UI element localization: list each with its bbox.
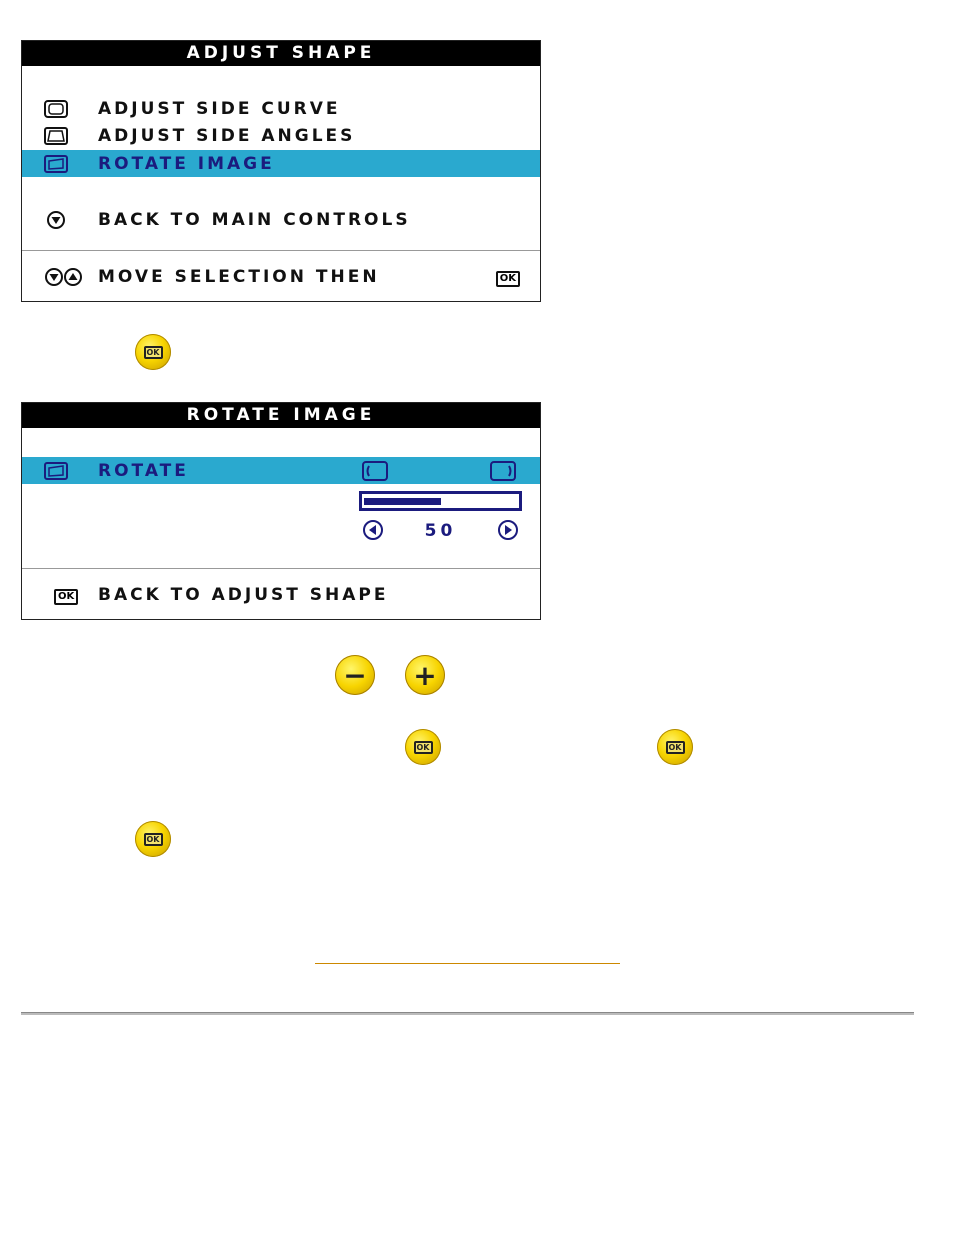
link-underline[interactable] [315,963,620,964]
menu-item-back-to-main-controls[interactable] [22,206,540,233]
ok-icon: OK [144,833,163,846]
menu-item-label: ADJUST SIDE CURVE [98,98,341,119]
menu-item-label: ROTATE IMAGE [98,153,275,174]
ok-icon: OK [414,741,433,754]
footer-label: MOVE SELECTION THEN [98,266,380,287]
divider [22,250,540,251]
footer-hint [22,263,540,290]
rotate-image-icon [44,155,68,173]
ok-button[interactable] [135,821,171,857]
menu-item-label: ROTATE [98,460,189,481]
minus-button[interactable]: − [335,655,375,695]
menu-item-rotate[interactable] [22,457,540,484]
adjust-shape-menu [21,40,541,302]
rotate-image-icon [44,462,68,480]
rotate-slider[interactable] [359,491,522,511]
menu-item-label: BACK TO ADJUST SHAPE [98,584,389,605]
menu-title: ADJUST SHAPE [22,41,540,66]
menu-item-label: ADJUST SIDE ANGLES [98,125,356,146]
value-row [359,519,522,543]
ok-icon: OK [666,741,685,754]
menu-item-label: BACK TO MAIN CONTROLS [98,209,411,230]
rotate-value: 50 [424,521,457,541]
ok-button[interactable] [405,729,441,765]
ok-icon: OK [496,266,520,287]
ok-button[interactable] [657,729,693,765]
increase-arrow-icon[interactable] [497,519,519,545]
menu-title: ROTATE IMAGE [22,403,540,428]
rotate-image-menu [21,402,541,620]
plus-button[interactable]: + [405,655,445,695]
rotate-left-icon [362,461,388,485]
rotate-right-icon [490,461,516,485]
ok-button[interactable] [135,334,171,370]
up-down-arrows-icon [44,268,84,286]
horizontal-rule [21,1012,914,1015]
side-curve-icon [44,100,68,118]
side-angles-icon [44,127,68,145]
slider-fill [364,498,441,505]
menu-item-back-to-adjust-shape[interactable] [22,581,540,608]
down-arrow-circle-icon [44,211,68,229]
menu-item-adjust-side-angles[interactable] [22,122,540,149]
divider [22,568,540,569]
menu-item-adjust-side-curve[interactable] [22,95,540,122]
menu-item-rotate-image[interactable] [22,150,540,177]
ok-icon: OK [54,584,78,605]
ok-icon: OK [144,346,163,359]
